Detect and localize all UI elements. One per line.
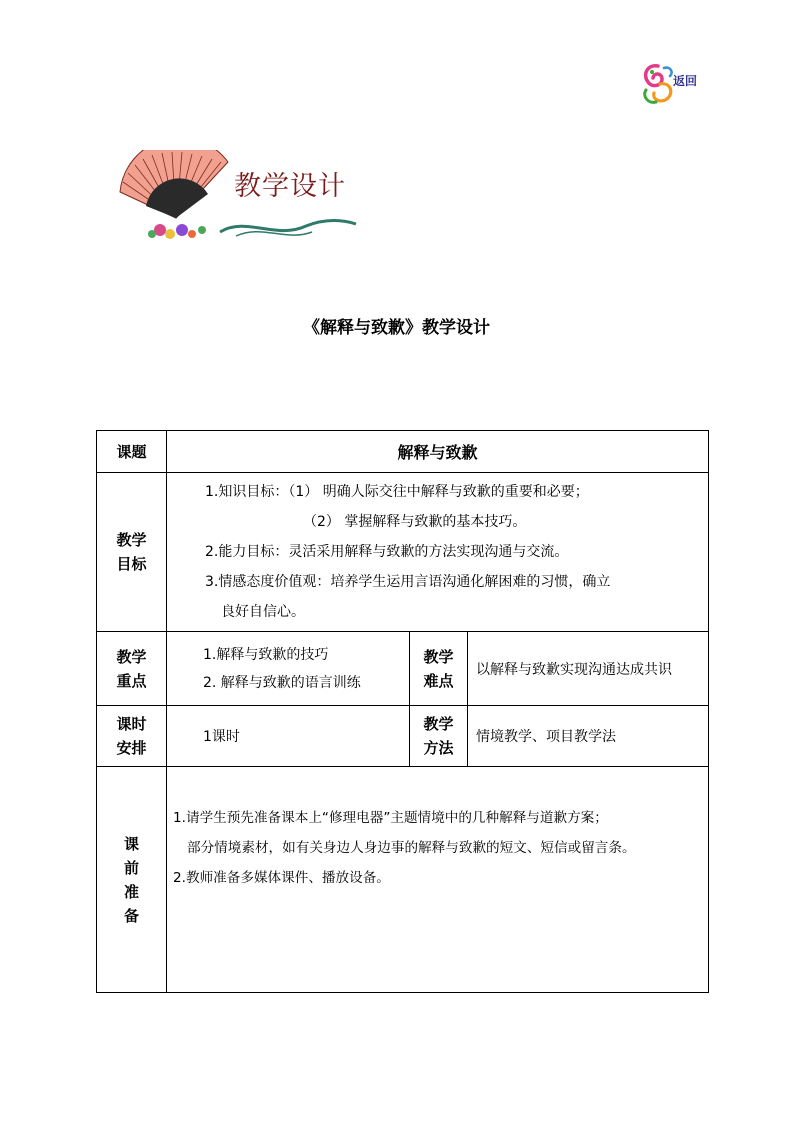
method-label — [410, 706, 468, 767]
difficulty-label-line: 教学 — [423, 647, 454, 666]
method-label-line: 方法 — [423, 739, 454, 757]
schedule-label — [97, 706, 167, 767]
goals-label-line: 目标 — [116, 555, 147, 573]
banner-title: 教学设计 — [234, 171, 346, 202]
preparation-label — [97, 767, 167, 993]
row-preparation — [97, 767, 709, 993]
prep-item: 2.教师准备多媒体课件、播放设备。 — [173, 870, 390, 886]
prep-label-char: 课 — [123, 834, 139, 853]
method-label-line: 教学 — [423, 715, 454, 733]
difficulty-label-line: 难点 — [423, 671, 454, 690]
prep-label-char: 前 — [123, 858, 139, 877]
goal-line: 1.知识目标：（1） 明确人际交往中解释与致歉的重要和必要； — [205, 484, 589, 500]
row-key-points — [97, 632, 709, 706]
key-points-content — [167, 632, 410, 706]
schedule-value: 1课时 — [167, 706, 410, 767]
key-points-label — [97, 632, 167, 706]
schedule-label-line: 安排 — [116, 739, 147, 757]
row-schedule — [97, 706, 709, 767]
prep-label-char: 准 — [123, 882, 139, 901]
banner — [116, 150, 366, 250]
return-label: 返回 — [673, 74, 698, 88]
goals-label — [97, 473, 167, 632]
goal-line: 良好自信心。 — [221, 604, 305, 620]
swirl-logo-icon — [640, 60, 676, 106]
row-topic — [97, 431, 709, 473]
row-goals — [97, 473, 709, 632]
method-value: 情境教学、项目教学法 — [468, 706, 709, 767]
prep-item: 1.请学生预先准备课本上“修理电器”主题情境中的几种解释与道歉方案； — [173, 810, 608, 826]
difficulty-value: 以解释与致歉实现沟通达成共识 — [468, 632, 709, 706]
prep-label-char: 备 — [123, 906, 139, 925]
key-point-item: 1.解释与致歉的技巧 — [203, 646, 329, 663]
key-point-item: 2. 解释与致歉的语言训练 — [203, 674, 361, 691]
topic-value: 解释与致歉 — [167, 431, 709, 473]
goal-line: （2） 掌握解释与致歉的基本技巧。 — [303, 514, 527, 530]
goal-line: 3.情感态度价值观：培养学生运用言语沟通化解困难的习惯，确立 — [205, 574, 611, 590]
schedule-label-line: 课时 — [116, 715, 147, 733]
goals-content — [167, 473, 709, 632]
goal-line: 2.能力目标：灵活采用解释与致歉的方法实现沟通与交流。 — [205, 544, 569, 560]
goals-label-line: 教学 — [116, 531, 147, 549]
return-button[interactable] — [640, 60, 702, 106]
difficulty-label — [410, 632, 468, 706]
topic-label: 课题 — [97, 431, 167, 473]
preparation-content — [167, 767, 709, 993]
lesson-plan-table — [96, 430, 709, 993]
key-label-line: 教学 — [116, 647, 147, 666]
prep-item: 部分情境素材，如有关身边人身边事的解释与致歉的短文、短信或留言条。 — [187, 840, 636, 856]
document-title: 《解释与致歉》教学设计 — [303, 318, 490, 338]
key-label-line: 重点 — [116, 671, 147, 690]
